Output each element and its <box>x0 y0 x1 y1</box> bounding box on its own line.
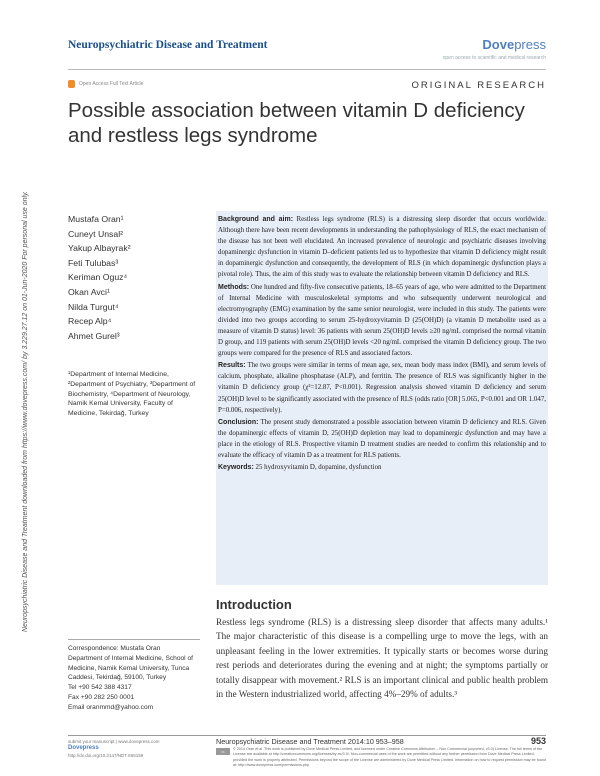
abstract-results <box>218 360 546 415</box>
author: Yakup Albayrak² <box>68 243 131 254</box>
dovepress-logo[interactable] <box>482 37 546 52</box>
correspondence-address: Department of Internal Medicine, School of Medicine, Namik Kemal University, Tunca Caddesi, Tekirdağ, 59100, Turkey <box>68 654 193 682</box>
abstract-methods-label: Methods: <box>218 283 250 291</box>
abstract-conclusion-label: Conclusion: <box>218 418 259 426</box>
cc-license-icon[interactable]: cc <box>216 748 230 755</box>
license-text: © 2014 Oran et al. This work is published by Dove Medical Press Limited, and licensed under Creative Commons Attribution – Non Commercial (unported, v3.0) License. The full terms of the License are available at http://creativecommons.org/licenses/by-nc/3.0/. Non-commercial uses of the work are permitted without any further permission from Dove Medical Press Limited, provided the work is properly attributed. Permissions beyond the scope of the License are administered by Dove Medical Press Limited. Information on how to request permission may be found at: http://www.dovepress.com/permissions.php <box>233 747 546 767</box>
brand-light: press <box>514 37 546 52</box>
open-access-badge <box>68 80 143 88</box>
journal-name[interactable]: Neuropsychiatric Disease and Treatment <box>68 39 268 51</box>
abstract-keywords <box>218 462 546 473</box>
correspondence-divider <box>68 639 200 640</box>
page-number: 953 <box>530 736 546 746</box>
author: Nilda Turgut⁴ <box>68 301 119 312</box>
brand-tagline: open access to scientific and medical research <box>442 55 546 61</box>
correspondence-tel: Tel +90 542 388 4317 <box>68 684 132 692</box>
author: Feti Tulubas³ <box>68 257 119 268</box>
abstract-box <box>216 211 548 585</box>
abstract-results-label: Results: <box>218 362 246 370</box>
correspondence-email[interactable]: Email oranmmd@yahoo.com <box>68 703 154 711</box>
side-download-text: Neuropsychiatric Disease and Treatment downloaded from https://www.dovepress.com/ by 3.229.27.12 on 01-Jun-2020 For personal use only. <box>22 191 29 632</box>
article-title: Possible association between vitamin D deficiency and restless legs syndrome <box>68 99 525 147</box>
abstract-methods-text: One hundred and fifty-five consecutive patients, 18–65 years of age, who were admitted to the Department of Internal Medicine with musculoskeletal symptoms and who subsequently underwent neurological and electromyography (EMG) examination by the same senior neurologist, were included in this study. The patients were divided into two groups according to serum 25-hydroxyvitamin D (25(OH)D) (a vitamin D metabolite used as a measure of vitamin D status) level: 36 patients with serum 25(OH)D levels ≥20 ng/mL comprised the normal vitamin D group, and 119 patients with serum 25(OH)D levels <20 ng/mL comprised the vitamin D deficiency group. The two groups were compared for the presence of RLS and associated factors. <box>218 283 546 358</box>
abstract-methods <box>218 282 546 360</box>
introduction-text: Restless legs syndrome (RLS) is a distressing sleep disorder that affects many adults.¹ The major characteristic of this disease is a compelling urge to move the legs, with an unpleasant feeling in the lower extremities. It typically starts or becomes worse during rest periods and deteriorates during the evening and at night; the symptoms partially or totally disappear with movement.² RLS is an important clinical and public health problem in the Western industrialized world, affecting 4%–29% of adults.³ <box>216 617 548 700</box>
abstract-keywords-text: 25 hydroxyvitamin D, dopamine, dysfunction <box>255 464 382 472</box>
brand-bold: Dove <box>482 37 515 52</box>
doi-link[interactable]: http://dx.doi.org/10.2147/NDT.S65159 <box>68 753 144 758</box>
author: Recep Alp⁴ <box>68 316 112 327</box>
abstract-conclusion-text: The present study demonstrated a possible association between vitamin D deficiency and RLS. Given the dopaminergic effects of vitamin D, 25(OH)D depletion may lead to dopaminergic dysfunction and may have a place in the etiology of RLS. Prospective vitamin D treatment studies are needed to confirm this relationship and to evaluate the efficacy of vitamin D as a treatment for RLS patients. <box>218 418 546 459</box>
correspondence-block <box>68 644 202 713</box>
author: Okan Avci¹ <box>68 286 110 297</box>
article-type: ORIGINAL RESEARCH <box>411 80 546 91</box>
citation: Neuropsychiatric Disease and Treatment 2014:10 953–958 <box>216 737 404 746</box>
abstract-keywords-label: Keywords: <box>218 464 254 472</box>
abstract-background-text: Restless legs syndrome (RLS) is a distressing sleep disorder that occurs worldwide. Although there have been recent developments in understanding the pathophysiology of RLS, the exact mechanism of the disease has not been well elucidated. An increased prevalence of neurologic and psychiatric diseases involving dopaminergic dysfunction in vitamin D–deficient patients led us to hypothesize that vitamin D deficiency might result in dopaminergic dysfunction and consequently, the development of RLS (in which dopaminergic dysfunction plays a pivotal role). Thus, the aim of this study was to evaluate the relationship between vitamin D deficiency and RLS. <box>218 216 546 279</box>
open-access-lock-icon <box>68 80 75 88</box>
affiliations: ¹Department of Internal Medicine, ²Department of Psychiatry, ³Department of Biochemistry, ⁴Department of Neurology, Namik Kemal University, Faculty of Medicine, Tekirdağ, Turkey <box>68 371 196 418</box>
submit-manuscript-link[interactable]: submit your manuscript | www.dovepress.com <box>68 739 160 744</box>
introduction-heading: Introduction <box>216 597 292 612</box>
abstract-conclusion <box>218 417 546 461</box>
footer-brand[interactable]: Dovepress <box>68 745 99 751</box>
abstract-background-label: Background and aim: <box>218 216 294 223</box>
author-list <box>68 212 131 343</box>
correspondence-name: Correspondence: Mustafa Oran <box>68 645 161 652</box>
author: Cuneyt Unsal² <box>68 228 124 239</box>
abstract-results-text: The two groups were similar in terms of mean age, sex, mean body mass index (BMI), and serum levels of calcium, phosphate, alkaline phosphatase (ALP), and ferritin. The presence of RLS was significantly higher in the vitamin D deficiency group (χ²=12.87, P<0.001). Regression analysis showed vitamin D deficiency and serum 25(OH)D level to be significantly associated with the presence of RLS (odds ratio [OR] 5.065, P<0.001 and OR 1.047, P=0.006, respectively). <box>218 362 546 414</box>
footer-divider <box>68 735 546 736</box>
author: Keriman Oguz⁴ <box>68 272 128 283</box>
author: Mustafa Oran¹ <box>68 214 124 224</box>
open-access-label: Open Access Full Text Article <box>79 81 144 87</box>
header-divider <box>68 69 546 70</box>
abstract-background <box>218 214 546 281</box>
side-download-note <box>22 132 36 632</box>
correspondence-fax: Fax +90 282 250 0001 <box>68 693 135 701</box>
footer-left <box>68 738 208 759</box>
author: Ahmet Gurel³ <box>68 330 120 341</box>
